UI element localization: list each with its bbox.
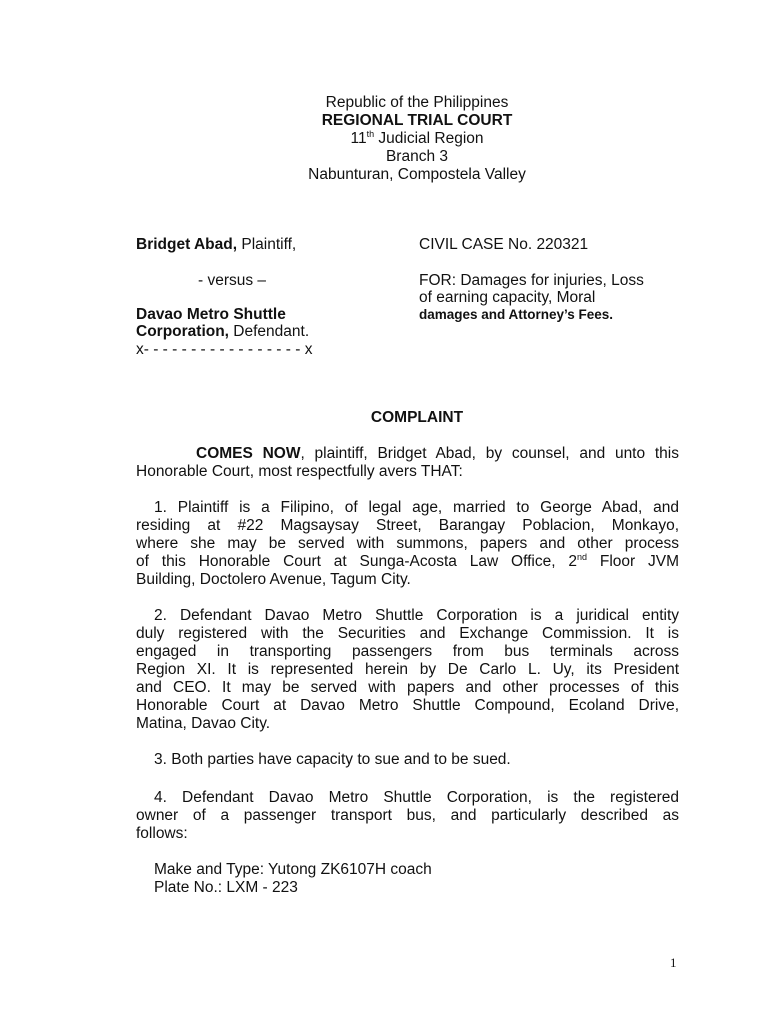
versus-text: - versus – [198, 272, 267, 289]
civil-case-number: CIVIL CASE No. 220321 [419, 236, 589, 253]
court-name: REGIONAL TRIAL COURT [321, 112, 513, 129]
complaint-title: COMPLAINT [370, 409, 464, 426]
intro-paragraph: COMES NOW, plaintiff, Bridget Abad, by counsel, and unto this Honorable Court, most respectfully avers THAT: [136, 445, 679, 480]
vehicle-plate-number: Plate No.: LXM - 223 [154, 879, 298, 896]
plaintiff-caption: Bridget Abad, Plaintiff, [136, 236, 297, 253]
allegation-3: 3. Both parties have capacity to sue and to be sued. [154, 751, 511, 768]
court-branch: Branch 3 [385, 148, 449, 165]
court-region-line: 11th Judicial Region [350, 128, 484, 147]
court-location: Nabunturan, Compostela Valley [308, 166, 526, 183]
allegation-1: 1. Plaintiff is a Filipino, of legal age, married to George Abad, and residing at #22 Magsaysay Street, Barangay Poblacion, Monkayo, where she may be served with summons, papers and other process of this Honorable Court at Sunga-Acosta Law Office, 2nd Floor JVM Building, Doctolero Avenue, Tagum City. [136, 499, 679, 588]
case-nature-line2: of earning capacity, Moral [419, 289, 596, 306]
page-number: 1 [670, 955, 677, 970]
defendant-caption-line2: Corporation, Defendant. [136, 323, 310, 340]
vehicle-make-type: Make and Type: Yutong ZK6107H coach [154, 861, 432, 878]
case-nature-line1: FOR: Damages for injuries, Loss [419, 272, 644, 289]
allegation-2: 2. Defendant Davao Metro Shuttle Corporation is a juridical entity duly registered with the Securities and Exchange Commission. It is engaged in transporting passengers from bus terminals across Region XI. It is represented herein by De Carlo L. Uy, its President and CEO. It may be served with papers and other processes of this Honorable Court at Davao Metro Shuttle Compound, Ecoland Drive, Matina, Davao City. [136, 607, 679, 732]
defendant-caption-line1: Davao Metro Shuttle [136, 306, 286, 323]
caption-separator: x- - - - - - - - - - - - - - - - - x [136, 341, 313, 358]
case-nature-line3: damages and Attorney’s Fees. [419, 307, 614, 322]
court-republic-line: Republic of the Philippines [325, 94, 509, 111]
allegation-4: 4. Defendant Davao Metro Shuttle Corporation, is the registered owner of a passenger transport bus, and particularly described as follows: [136, 789, 679, 842]
